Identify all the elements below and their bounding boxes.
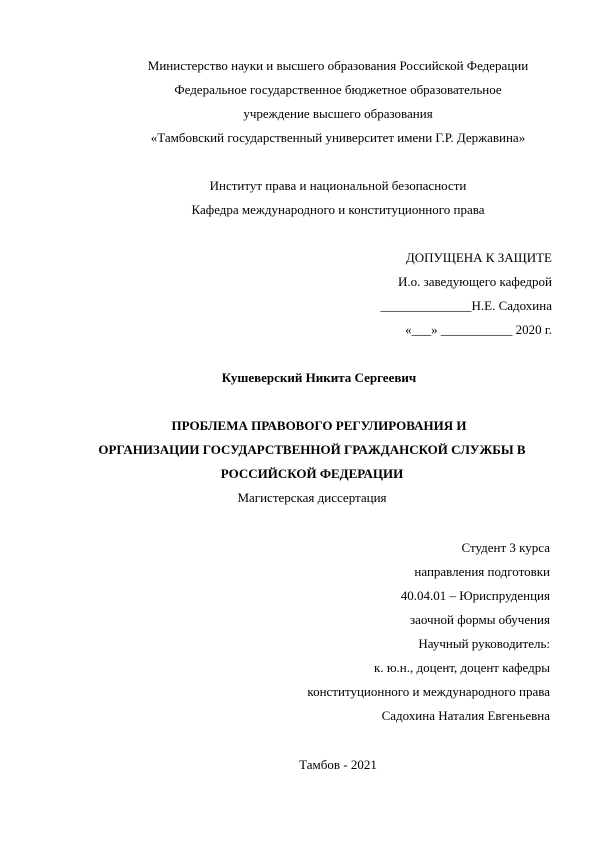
student-form: заочной формы обучения xyxy=(409,612,550,627)
approval-date: «___» ___________ 2020 г. xyxy=(405,322,552,337)
ministry-line: Министерство науки и высшего образования Российской Федерации xyxy=(147,58,529,73)
author-name: Кушеверский Никита Сергеевич xyxy=(221,370,417,385)
department-line: Кафедра международного и конституционного права xyxy=(191,202,485,217)
approval-position: И.о. заведующего кафедрой xyxy=(397,274,552,289)
title-line-3: РОССИЙСКОЙ ФЕДЕРАЦИИ xyxy=(220,466,404,481)
student-program: 40.04.01 – Юриспруденция xyxy=(400,588,550,603)
supervisor-name: Садохина Наталия Евгеньевна xyxy=(381,708,550,723)
approval-status: ДОПУЩЕНА К ЗАЩИТЕ xyxy=(405,250,552,265)
approval-signature: ______________Н.Е. Садохина xyxy=(380,298,552,313)
title-line-2: ОРГАНИЗАЦИИ ГОСУДАРСТВЕННОЙ ГРАЖДАНСКОЙ СЛУЖБЫ В xyxy=(98,442,526,457)
city-year: Тамбов - 2021 xyxy=(299,757,377,772)
supervisor-label: Научный руководитель: xyxy=(418,636,550,651)
supervisor-degree: к. ю.н., доцент, доцент кафедры xyxy=(374,660,550,675)
student-course: Студент 3 курса xyxy=(461,540,550,555)
work-type: Магистерская диссертация xyxy=(237,490,387,505)
title-line-1: ПРОБЛЕМА ПРАВОВОГО РЕГУЛИРОВАНИЯ И xyxy=(171,418,467,433)
supervisor-department: конституционного и международного права xyxy=(307,684,550,699)
student-direction: направления подготовки xyxy=(414,564,550,579)
institute-line: Институт права и национальной безопасности xyxy=(209,178,467,193)
institution-type-line-1: Федеральное государственное бюджетное образовательное xyxy=(174,82,502,97)
institution-type-line-2: учреждение высшего образования xyxy=(243,106,433,121)
university-line: «Тамбовский государственный университет имени Г.Р. Державина» xyxy=(150,130,526,145)
